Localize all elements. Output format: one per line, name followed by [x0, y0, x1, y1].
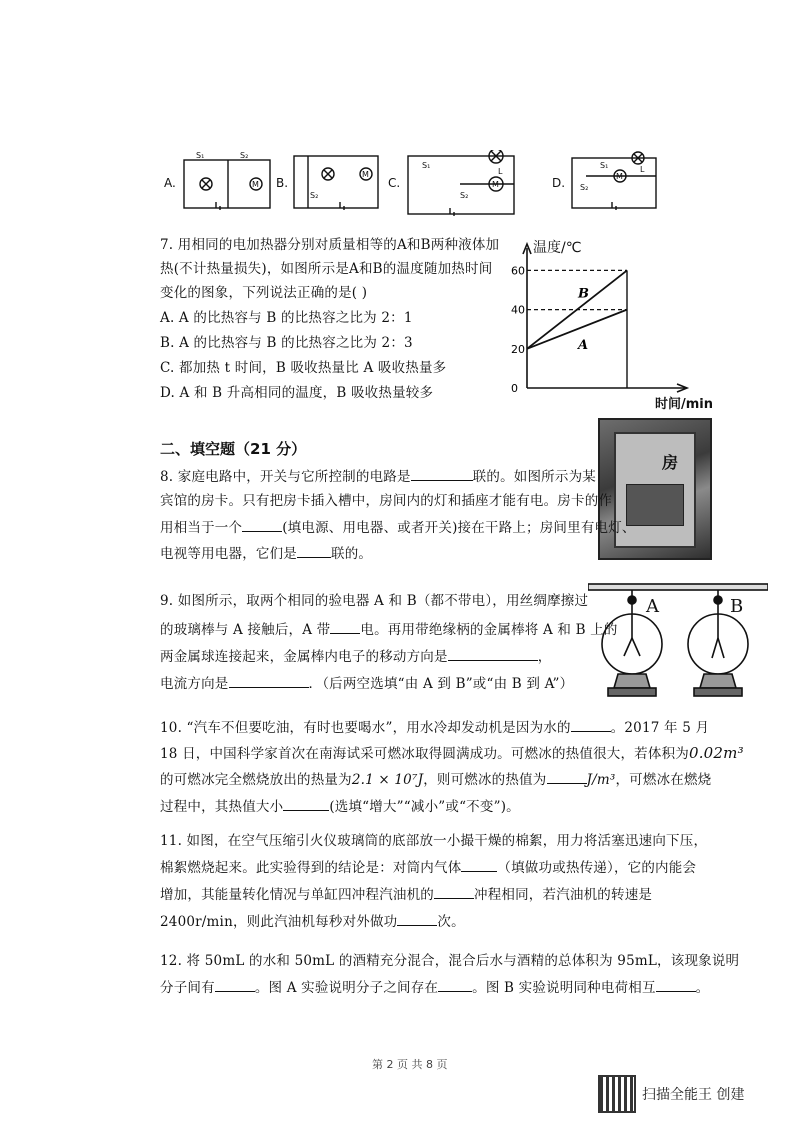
option-d-label: D. [552, 176, 566, 190]
motor-label-c: M [492, 180, 499, 189]
q10-text-3b: ，则可燃冰的热值为 [423, 772, 547, 788]
q11-blank-3[interactable] [397, 912, 437, 926]
y-tick-label-40: 40 [511, 303, 525, 317]
qr-code-icon [598, 1075, 636, 1113]
series-line-A [527, 310, 627, 349]
x-axis-label: 时间/min [655, 397, 714, 412]
q8-blank-2[interactable] [242, 518, 282, 532]
q7-option-b: B. A 的比热容与 B 的比热容之比为 2：3 [160, 335, 413, 351]
q12-blank-1[interactable] [215, 978, 255, 992]
q8-text-4b: 联的。 [331, 546, 373, 562]
y-tick-label-20: 20 [511, 342, 525, 356]
q10-text-1a: 10. “汽车不但要吃油，有时也要喝水”，用水冷却发动机是因为水的 [160, 720, 571, 736]
page-number: 第 2 页 共 8 页 [372, 1058, 448, 1071]
temperature-chart [505, 236, 730, 416]
q9-text-3b: ， [537, 649, 552, 665]
electroscope-figure [588, 578, 768, 704]
q7-option-d: D. A 和 B 升高相同的温度，B 吸收热量较多 [160, 385, 434, 401]
q9-text-3a: 两金属球连接起来，金属棒内电子的移动方向是 [160, 649, 448, 665]
q11-text-3a: 增加，其能量转化情况与单缸四冲程汽油机的 [160, 887, 434, 903]
q7-option-c: C. 都加热 t 时间，B 吸收热量比 A 吸收热量多 [160, 360, 447, 376]
room-card-photo [598, 418, 712, 560]
q12-text-2a: 分子间有 [160, 980, 215, 996]
q12-text-2b: 。图 A 实验说明分子之间存在 [254, 980, 439, 996]
q10-blank-3[interactable] [283, 797, 329, 811]
q9-blank-3[interactable] [229, 674, 309, 688]
q9-blank-1[interactable] [330, 620, 360, 634]
s1-label-d: S₁ [600, 161, 609, 170]
q12-blank-3[interactable] [656, 978, 696, 992]
q10-text-4a: 过程中，其热值大小 [160, 799, 284, 815]
motor-label-b: M [362, 170, 369, 179]
q9-text-4b: ．（后两空选填“由 A 到 B”或“由 B 到 A”） [308, 676, 574, 692]
q8-text-3b: (填电源、用电器、或者开关)接在干路上；房间里有电灯、 [282, 520, 636, 536]
q7-option-a: A. A 的比热容与 B 的比热容之比为 2：1 [160, 310, 413, 326]
q10-heat: 2.1 × 10⁷J [351, 772, 424, 788]
q8-line-2: 宾馆的房卡。只有把房卡插入槽中，房间内的灯和插座才能有电。房卡的作 [160, 493, 613, 509]
q11-text-4b: 次。 [437, 914, 465, 930]
q11-blank-1[interactable] [461, 858, 497, 872]
s1-label-a: S₁ [196, 151, 205, 160]
q10-line-3 [160, 770, 711, 789]
lamp-label-d: L [640, 165, 645, 174]
circuit-d [572, 152, 656, 210]
q8-blank-3[interactable] [297, 544, 331, 558]
q9-line-3 [160, 647, 551, 666]
q11-line-2 [160, 858, 696, 877]
q9-blank-2[interactable] [448, 647, 538, 661]
q11-blank-2[interactable] [434, 885, 474, 899]
q9-line-2 [160, 620, 618, 639]
q10-text-1b: 。2017 年 5 月 [610, 720, 710, 736]
y-tick-label-60: 60 [511, 264, 525, 278]
motor-label-a: M [252, 180, 259, 189]
electroscope-a-label: A [646, 596, 659, 617]
series-label-B: B [578, 286, 589, 302]
q9-line-1: 9. 如图所示，取两个相同的验电器 A 和 B（都不带电），用丝绸摩擦过 [160, 593, 589, 609]
circuit-b [294, 156, 378, 210]
q9-text-2b: 电。再用带绝缘柄的金属棒将 A 和 B 上的 [360, 622, 618, 638]
s2-label-d: S₂ [580, 183, 589, 192]
motor-label-d: M [616, 172, 623, 181]
q10-line-4 [160, 797, 520, 816]
q8-blank-1[interactable] [411, 467, 473, 481]
option-c-label: C. [388, 176, 401, 190]
q10-unit: J/m³ [586, 772, 616, 788]
q12-blank-2[interactable] [438, 978, 472, 992]
q10-text-3a: 的可燃冰完全燃烧放出的热量为 [160, 772, 352, 788]
circuit-diagrams [160, 150, 680, 222]
s2-label-c: S₂ [460, 191, 469, 200]
scanner-watermark: 扫描全能王 创建 [642, 1087, 745, 1103]
q12-text-2d: 。 [695, 980, 710, 996]
q7-line-3: 变化的图象，下列说法正确的是( ) [160, 285, 368, 301]
section-heading: 二、填空题（21 分） [160, 440, 307, 458]
q7-line-1: 7. 用相同的电加热器分别对质量相等的A和B两种液体加 [160, 237, 500, 253]
q8-line-1 [160, 467, 596, 486]
q10-text-3c: ，可燃冰在燃烧 [615, 772, 712, 788]
electroscope-b-label: B [730, 596, 744, 617]
q9-line-4 [160, 674, 573, 693]
room-card-text: 房 [662, 453, 679, 472]
q8-text-4a: 电视等用电器，它们是 [160, 546, 297, 562]
circuit-svg [160, 150, 680, 222]
q11-text-2b: （填做功或热传递），它的内能会 [497, 860, 697, 876]
series-label-A: A [578, 338, 589, 354]
q12-line-1: 12. 将 50mL 的水和 50mL 的酒精充分混合，混合后水与酒精的总体积为 95mL，该现象说明 [160, 953, 740, 969]
q11-text-2a: 棉絮燃烧起来。此实验得到的结论是：对筒内气体 [160, 860, 462, 876]
q10-blank-1[interactable] [571, 718, 611, 732]
q10-text-4b: (选填“增大”“减小”或“不变”)。 [329, 799, 520, 815]
s2-label-a: S₂ [240, 151, 249, 160]
option-a-label: A. [164, 176, 176, 190]
q8-text-1a: 8. 家庭电路中，开关与它所控制的电路是 [160, 469, 411, 485]
q10-line-1 [160, 718, 709, 737]
q11-text-3b: 冲程相同，若汽油机的转速是 [474, 887, 653, 903]
metal-rod [588, 584, 768, 590]
q10-blank-2[interactable] [547, 770, 587, 784]
q9-text-4a: 电流方向是 [160, 676, 229, 692]
y-tick-label-0: 0 [511, 382, 518, 395]
q11-text-4a: 2400r/min，则此汽油机每秒对外做功 [160, 914, 398, 930]
q12-line-2 [160, 978, 709, 997]
q8-text-1b: 联的。如图所示为某 [472, 469, 596, 485]
q11-line-1: 11. 如图，在空气压缩引火仪玻璃筒的底部放一小撮干燥的棉絮，用力将活塞迅速向下压， [160, 833, 708, 849]
lamp-label-c: L [498, 167, 503, 176]
q11-line-3 [160, 885, 652, 904]
q11-line-4 [160, 912, 465, 931]
q8-line-3 [160, 518, 636, 537]
s1-label-c: S₁ [422, 161, 431, 170]
q9-text-2a: 的玻璃棒与 A 接触后，A 带 [160, 622, 331, 638]
q12-text-2c: 。图 B 实验说明同种电荷相互 [472, 980, 656, 996]
q10-text-2a: 18 日，中国科学家首次在南海试采可燃冰取得圆满成功。可燃冰的热值很大，若体积为 [160, 746, 689, 762]
q8-text-3a: 用相当于一个 [160, 520, 243, 536]
y-axis-label: 温度/℃ [533, 240, 582, 256]
q10-volume: 0.02m³ [688, 744, 744, 762]
q10-line-2 [160, 744, 744, 763]
q8-line-4 [160, 544, 372, 563]
q7-line-2: 热(不计热量损失)，如图所示是A和B的温度随加热时间 [160, 261, 493, 277]
s2-label-b: S₂ [310, 191, 319, 200]
option-b-label: B. [276, 176, 289, 190]
